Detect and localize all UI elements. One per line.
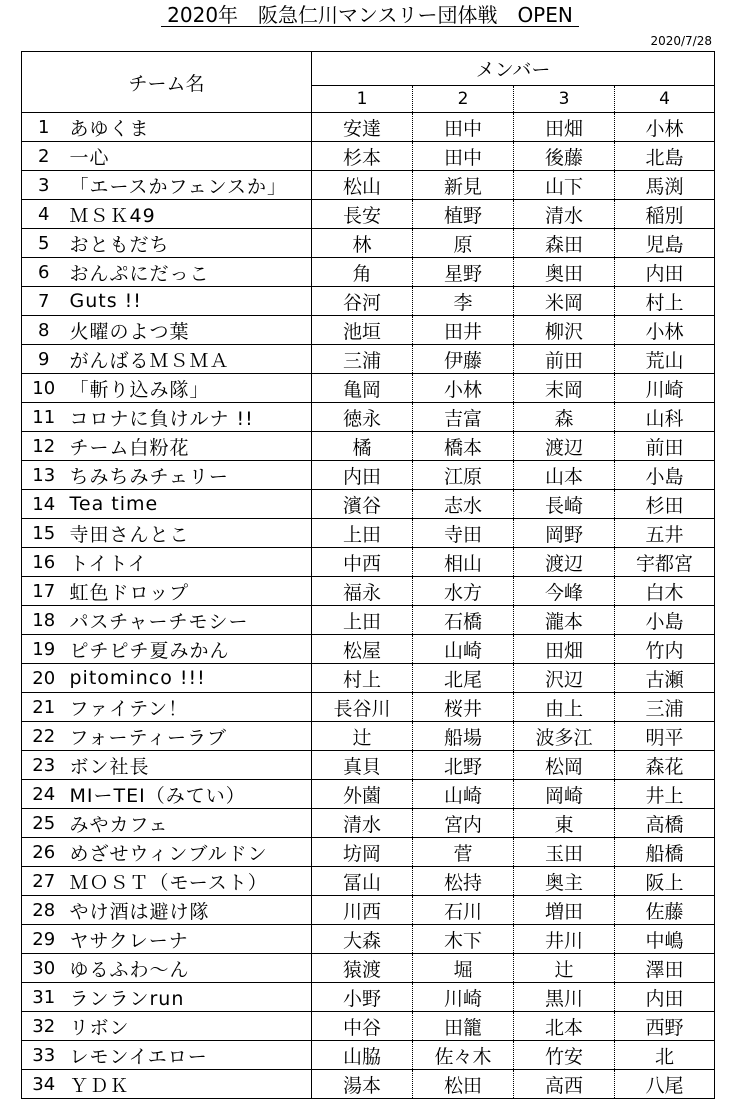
team-name: リボン <box>66 1012 312 1041</box>
member-3: 後藤 <box>514 142 615 171</box>
member-3: 田畑 <box>514 113 615 142</box>
team-name: 一心 <box>66 142 312 171</box>
team-name: ピチピチ夏みかん <box>66 635 312 664</box>
member-2: 松田 <box>413 1070 514 1099</box>
row-number: 14 <box>22 490 66 519</box>
table-row <box>22 809 715 838</box>
table-row <box>22 316 715 345</box>
row-number: 33 <box>22 1041 66 1070</box>
table-row <box>22 983 715 1012</box>
row-number: 1 <box>22 113 66 142</box>
row-number: 23 <box>22 751 66 780</box>
member-4: 佐藤 <box>615 896 715 925</box>
member-1: 辻 <box>312 722 413 751</box>
member-2: 川崎 <box>413 983 514 1012</box>
member-4: 中嶋 <box>615 925 715 954</box>
member-3: 森 <box>514 403 615 432</box>
table-row <box>22 1041 715 1070</box>
member-3: 沢辺 <box>514 664 615 693</box>
member-2: 田井 <box>413 316 514 345</box>
member-4: 白木 <box>615 577 715 606</box>
member-4: 阪上 <box>615 867 715 896</box>
row-number: 10 <box>22 374 66 403</box>
member-3: 瀧本 <box>514 606 615 635</box>
member-4: 竹内 <box>615 635 715 664</box>
row-number: 15 <box>22 519 66 548</box>
team-name: めざせウィンブルドン <box>66 838 312 867</box>
member-4: 三浦 <box>615 693 715 722</box>
member-4: 森花 <box>615 751 715 780</box>
member-4: 小島 <box>615 606 715 635</box>
member-1: 上田 <box>312 519 413 548</box>
table-row <box>22 229 715 258</box>
page-title <box>0 2 740 28</box>
member-3: 米岡 <box>514 287 615 316</box>
member-3: 東 <box>514 809 615 838</box>
team-name: ボン社長 <box>66 751 312 780</box>
member-1: 松屋 <box>312 635 413 664</box>
table-row <box>22 635 715 664</box>
team-name: がんばるＭＳＭＡ <box>66 345 312 374</box>
member-2: 志水 <box>413 490 514 519</box>
row-number: 2 <box>22 142 66 171</box>
member-3: 井川 <box>514 925 615 954</box>
team-name: おともだち <box>66 229 312 258</box>
title-text: 2020年 阪急仁川マンスリー団体戦 OPEN <box>161 4 579 27</box>
member-3: 山本 <box>514 461 615 490</box>
member-4: 内田 <box>615 258 715 287</box>
team-name: pitominco !!! <box>66 664 312 693</box>
member-4: 澤田 <box>615 954 715 983</box>
member-2: 北野 <box>413 751 514 780</box>
member-1: 橘 <box>312 432 413 461</box>
member-1: 外薗 <box>312 780 413 809</box>
team-name: フォーティーラブ <box>66 722 312 751</box>
team-name: 「斬り込み隊」 <box>66 374 312 403</box>
member-2: 水方 <box>413 577 514 606</box>
row-number: 9 <box>22 345 66 374</box>
member-3: 北本 <box>514 1012 615 1041</box>
team-name: チーム白粉花 <box>66 432 312 461</box>
table-row <box>22 200 715 229</box>
table-row <box>22 664 715 693</box>
member-2: 石川 <box>413 896 514 925</box>
row-number: 17 <box>22 577 66 606</box>
member-2: 北尾 <box>413 664 514 693</box>
team-roster-table <box>21 51 715 1099</box>
member-2: 山崎 <box>413 635 514 664</box>
table-row <box>22 693 715 722</box>
member-1: 湯本 <box>312 1070 413 1099</box>
member-3: 由上 <box>514 693 615 722</box>
member-3: 渡辺 <box>514 432 615 461</box>
member-3: 田畑 <box>514 635 615 664</box>
member-1: 冨山 <box>312 867 413 896</box>
row-number: 4 <box>22 200 66 229</box>
table-row <box>22 113 715 142</box>
row-number: 27 <box>22 867 66 896</box>
member-4: 北 <box>615 1041 715 1070</box>
member-1: 大森 <box>312 925 413 954</box>
row-number: 25 <box>22 809 66 838</box>
member-2: 宮内 <box>413 809 514 838</box>
team-name: ランランrun <box>66 983 312 1012</box>
member-3: 黒川 <box>514 983 615 1012</box>
member-3: 岡野 <box>514 519 615 548</box>
team-name: 「エースかフェンスか」 <box>66 171 312 200</box>
member-1: 福永 <box>312 577 413 606</box>
member-2: 吉富 <box>413 403 514 432</box>
member-3: 岡崎 <box>514 780 615 809</box>
member-1: 池垣 <box>312 316 413 345</box>
member-3: 山下 <box>514 171 615 200</box>
member-3: 高西 <box>514 1070 615 1099</box>
table-row <box>22 1070 715 1099</box>
table-row <box>22 780 715 809</box>
member-col-header: 4 <box>615 86 715 113</box>
member-3: 長崎 <box>514 490 615 519</box>
member-4: 五井 <box>615 519 715 548</box>
table-row <box>22 751 715 780</box>
member-2: 新見 <box>413 171 514 200</box>
table-row <box>22 258 715 287</box>
member-2: 田籠 <box>413 1012 514 1041</box>
table-row <box>22 519 715 548</box>
member-4: 古瀬 <box>615 664 715 693</box>
table-row <box>22 954 715 983</box>
member-2: 桜井 <box>413 693 514 722</box>
member-3: 柳沢 <box>514 316 615 345</box>
team-name: レモンイエロー <box>66 1041 312 1070</box>
member-1: 川西 <box>312 896 413 925</box>
table-row <box>22 374 715 403</box>
table-row <box>22 925 715 954</box>
member-4: 荒山 <box>615 345 715 374</box>
member-4: 小島 <box>615 461 715 490</box>
member-4: 船橋 <box>615 838 715 867</box>
member-1: 清水 <box>312 809 413 838</box>
member-1: 長谷川 <box>312 693 413 722</box>
row-number: 28 <box>22 896 66 925</box>
member-col-header: 3 <box>514 86 615 113</box>
team-name: 虹色ドロップ <box>66 577 312 606</box>
table-row <box>22 1012 715 1041</box>
member-2: 原 <box>413 229 514 258</box>
member-4: 児島 <box>615 229 715 258</box>
member-1: 猿渡 <box>312 954 413 983</box>
row-number: 16 <box>22 548 66 577</box>
row-number: 22 <box>22 722 66 751</box>
member-1: 山脇 <box>312 1041 413 1070</box>
row-number: 20 <box>22 664 66 693</box>
member-1: 安達 <box>312 113 413 142</box>
member-2: 堀 <box>413 954 514 983</box>
member-4: 馬渕 <box>615 171 715 200</box>
table-row <box>22 171 715 200</box>
member-2: 木下 <box>413 925 514 954</box>
row-number: 24 <box>22 780 66 809</box>
table-row <box>22 461 715 490</box>
member-4: 井上 <box>615 780 715 809</box>
team-name-header: チーム名 <box>22 52 312 113</box>
member-2: 山崎 <box>413 780 514 809</box>
member-1: 松山 <box>312 171 413 200</box>
member-2: 相山 <box>413 548 514 577</box>
table-row <box>22 867 715 896</box>
member-2: 田中 <box>413 113 514 142</box>
member-4: 八尾 <box>615 1070 715 1099</box>
row-number: 31 <box>22 983 66 1012</box>
row-number: 34 <box>22 1070 66 1099</box>
member-3: 奥主 <box>514 867 615 896</box>
member-4: 稲別 <box>615 200 715 229</box>
member-3: 末岡 <box>514 374 615 403</box>
row-number: 3 <box>22 171 66 200</box>
member-3: 竹安 <box>514 1041 615 1070</box>
team-name: ゆるふわ～ん <box>66 954 312 983</box>
row-number: 7 <box>22 287 66 316</box>
member-2: 江原 <box>413 461 514 490</box>
member-2: 橋本 <box>413 432 514 461</box>
team-name: パスチャーチモシー <box>66 606 312 635</box>
member-3: 渡辺 <box>514 548 615 577</box>
member-col-header: 2 <box>413 86 514 113</box>
row-number: 21 <box>22 693 66 722</box>
member-2: 李 <box>413 287 514 316</box>
member-4: 西野 <box>615 1012 715 1041</box>
document-date: 2020/7/28 <box>650 34 712 48</box>
team-name: みやカフェ <box>66 809 312 838</box>
member-2: 佐々木 <box>413 1041 514 1070</box>
member-1: 真貝 <box>312 751 413 780</box>
team-name: トイトイ <box>66 548 312 577</box>
table-row <box>22 490 715 519</box>
member-2: 松持 <box>413 867 514 896</box>
member-1: 徳永 <box>312 403 413 432</box>
row-number: 11 <box>22 403 66 432</box>
table-row <box>22 548 715 577</box>
table-row <box>22 577 715 606</box>
member-1: 坊岡 <box>312 838 413 867</box>
team-name: 寺田さんとこ <box>66 519 312 548</box>
members-header: メンバー <box>312 52 715 86</box>
member-2: 植野 <box>413 200 514 229</box>
member-4: 前田 <box>615 432 715 461</box>
team-name: ＭＯＳＴ（モースト） <box>66 867 312 896</box>
member-1: 長安 <box>312 200 413 229</box>
row-number: 19 <box>22 635 66 664</box>
member-4: 杉田 <box>615 490 715 519</box>
team-name: コロナに負けルナ !! <box>66 403 312 432</box>
member-1: 三浦 <box>312 345 413 374</box>
table-row <box>22 287 715 316</box>
member-1: 中西 <box>312 548 413 577</box>
member-1: 谷河 <box>312 287 413 316</box>
member-4: 内田 <box>615 983 715 1012</box>
team-name: ＭＳＫ49 <box>66 200 312 229</box>
member-3: 今峰 <box>514 577 615 606</box>
team-name: あゆくま <box>66 113 312 142</box>
member-1: 村上 <box>312 664 413 693</box>
member-2: 石橋 <box>413 606 514 635</box>
member-4: 高橋 <box>615 809 715 838</box>
member-2: 菅 <box>413 838 514 867</box>
team-name: おんぷにだっこ <box>66 258 312 287</box>
member-3: 清水 <box>514 200 615 229</box>
member-2: 船場 <box>413 722 514 751</box>
member-2: 田中 <box>413 142 514 171</box>
row-number: 6 <box>22 258 66 287</box>
member-2: 伊藤 <box>413 345 514 374</box>
team-name: ちみちみチェリー <box>66 461 312 490</box>
team-name: ＹＤＫ <box>66 1070 312 1099</box>
member-1: 内田 <box>312 461 413 490</box>
team-name: Guts !! <box>66 287 312 316</box>
team-name: 火曜のよつ葉 <box>66 316 312 345</box>
member-3: 波多江 <box>514 722 615 751</box>
member-3: 森田 <box>514 229 615 258</box>
row-number: 18 <box>22 606 66 635</box>
member-1: 上田 <box>312 606 413 635</box>
row-number: 13 <box>22 461 66 490</box>
member-1: 濱谷 <box>312 490 413 519</box>
table-row <box>22 896 715 925</box>
team-name: ヤサクレーナ <box>66 925 312 954</box>
member-2: 小林 <box>413 374 514 403</box>
team-name: ファイテン！ <box>66 693 312 722</box>
member-3: 奥田 <box>514 258 615 287</box>
member-3: 玉田 <box>514 838 615 867</box>
member-3: 辻 <box>514 954 615 983</box>
member-4: 北島 <box>615 142 715 171</box>
member-4: 川崎 <box>615 374 715 403</box>
member-1: 亀岡 <box>312 374 413 403</box>
team-name: Tea time <box>66 490 312 519</box>
row-number: 32 <box>22 1012 66 1041</box>
table-row <box>22 838 715 867</box>
row-number: 5 <box>22 229 66 258</box>
row-number: 29 <box>22 925 66 954</box>
row-number: 8 <box>22 316 66 345</box>
member-3: 増田 <box>514 896 615 925</box>
member-2: 寺田 <box>413 519 514 548</box>
member-1: 小野 <box>312 983 413 1012</box>
row-number: 26 <box>22 838 66 867</box>
row-number: 12 <box>22 432 66 461</box>
table-row <box>22 432 715 461</box>
table-row <box>22 403 715 432</box>
member-4: 明平 <box>615 722 715 751</box>
table-row <box>22 722 715 751</box>
member-col-header: 1 <box>312 86 413 113</box>
table-row <box>22 142 715 171</box>
member-1: 中谷 <box>312 1012 413 1041</box>
member-4: 宇都宮 <box>615 548 715 577</box>
member-4: 村上 <box>615 287 715 316</box>
table-row <box>22 345 715 374</box>
row-number: 30 <box>22 954 66 983</box>
member-2: 星野 <box>413 258 514 287</box>
member-1: 角 <box>312 258 413 287</box>
team-name: MIーTEI（みてい） <box>66 780 312 809</box>
member-4: 山科 <box>615 403 715 432</box>
member-1: 杉本 <box>312 142 413 171</box>
member-4: 小林 <box>615 113 715 142</box>
member-4: 小林 <box>615 316 715 345</box>
table-row <box>22 606 715 635</box>
member-3: 前田 <box>514 345 615 374</box>
member-3: 松岡 <box>514 751 615 780</box>
member-1: 林 <box>312 229 413 258</box>
team-name: やけ酒は避け隊 <box>66 896 312 925</box>
